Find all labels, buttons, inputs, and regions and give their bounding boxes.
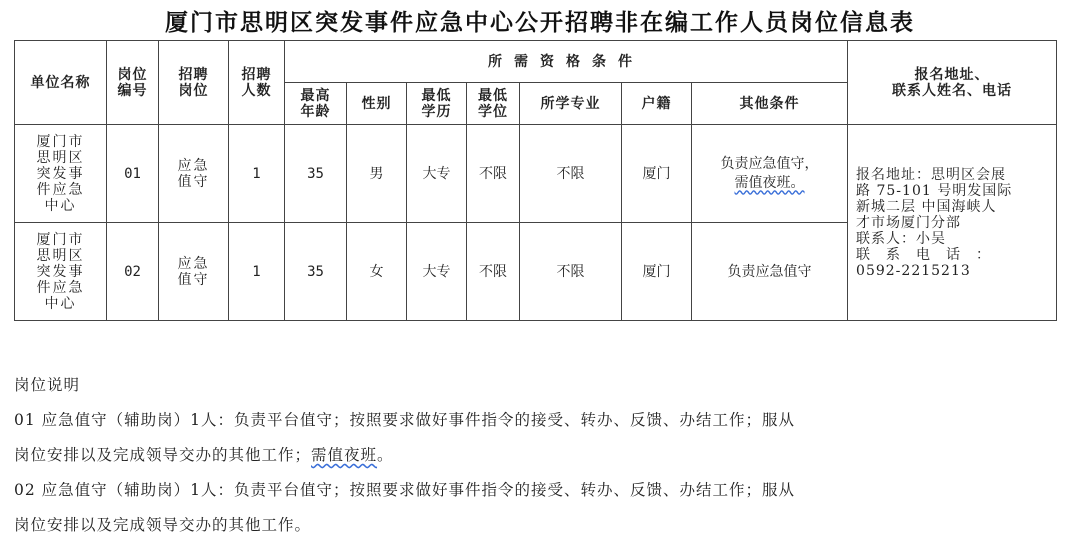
contact-info-cell: 报名地址：思明区会展 路 75-101 号明发国际 新城二层 中国海峡人 才市场厦门分部 联系人：小吴 联 系 电 话 ： 0592-2215213	[848, 125, 1057, 321]
table-row	[15, 125, 1057, 223]
max-age-cell: 35	[285, 223, 347, 321]
gender-cell: 女	[347, 223, 407, 321]
max-age-cell: 35	[285, 125, 347, 223]
major-cell: 不限	[520, 125, 622, 223]
hukou-cell: 厦门	[622, 223, 692, 321]
headcount-cell: 1	[229, 223, 285, 321]
position-notes	[14, 368, 1064, 543]
header-unit-name: 单位名称	[15, 41, 107, 125]
header-min-degree: 最低 学位	[467, 83, 520, 125]
position-code-cell: 02	[107, 223, 159, 321]
degree-cell: 不限	[467, 223, 520, 321]
education-cell: 大专	[407, 125, 467, 223]
header-major: 所学专业	[520, 83, 622, 125]
position-cell: 应急 值守	[159, 223, 229, 321]
header-qualifications: 所需资格条件	[285, 41, 848, 83]
headcount-cell: 1	[229, 125, 285, 223]
notes-heading: 岗位说明	[14, 376, 81, 394]
header-contact: 报名地址、 联系人姓名、电话	[848, 41, 1057, 125]
notes-line: 02 应急值守（辅助岗）1人：负责平台值守；按照要求做好事件指令的接受、转办、反馈、办结工作；服从	[14, 481, 796, 499]
position-code-cell: 01	[107, 125, 159, 223]
position-cell: 应急 值守	[159, 125, 229, 223]
notes-line: 岗位安排以及完成领导交办的其他工作；需值夜班。	[14, 446, 394, 464]
gender-cell: 男	[347, 125, 407, 223]
other-conditions-cell: 负责应急值守， 需值夜班。	[692, 125, 848, 223]
major-cell: 不限	[520, 223, 622, 321]
header-min-education: 最低 学历	[407, 83, 467, 125]
header-hukou: 户籍	[622, 83, 692, 125]
header-gender: 性别	[347, 83, 407, 125]
recruitment-table	[14, 40, 1057, 321]
notes-line: 01 应急值守（辅助岗）1人：负责平台值守；按照要求做好事件指令的接受、转办、反馈、办结工作；服从	[14, 411, 796, 429]
page-title: 厦门市思明区突发事件应急中心公开招聘非在编工作人员岗位信息表	[165, 9, 915, 36]
other-conditions-cell: 负责应急值守	[692, 223, 848, 321]
header-headcount: 招聘 人数	[229, 41, 285, 125]
unit-name-cell: 厦门市 思明区 突发事 件应急 中心	[15, 223, 107, 321]
header-other: 其他条件	[692, 83, 848, 125]
hukou-cell: 厦门	[622, 125, 692, 223]
education-cell: 大专	[407, 223, 467, 321]
notes-line: 岗位安排以及完成领导交办的其他工作。	[14, 516, 312, 534]
header-max-age: 最高 年龄	[285, 83, 347, 125]
night-shift-note: 需值夜班	[311, 446, 378, 464]
header-position: 招聘 岗位	[159, 41, 229, 125]
header-position-code: 岗位 编号	[107, 41, 159, 125]
unit-name-cell: 厦门市 思明区 突发事 件应急 中心	[15, 125, 107, 223]
degree-cell: 不限	[467, 125, 520, 223]
